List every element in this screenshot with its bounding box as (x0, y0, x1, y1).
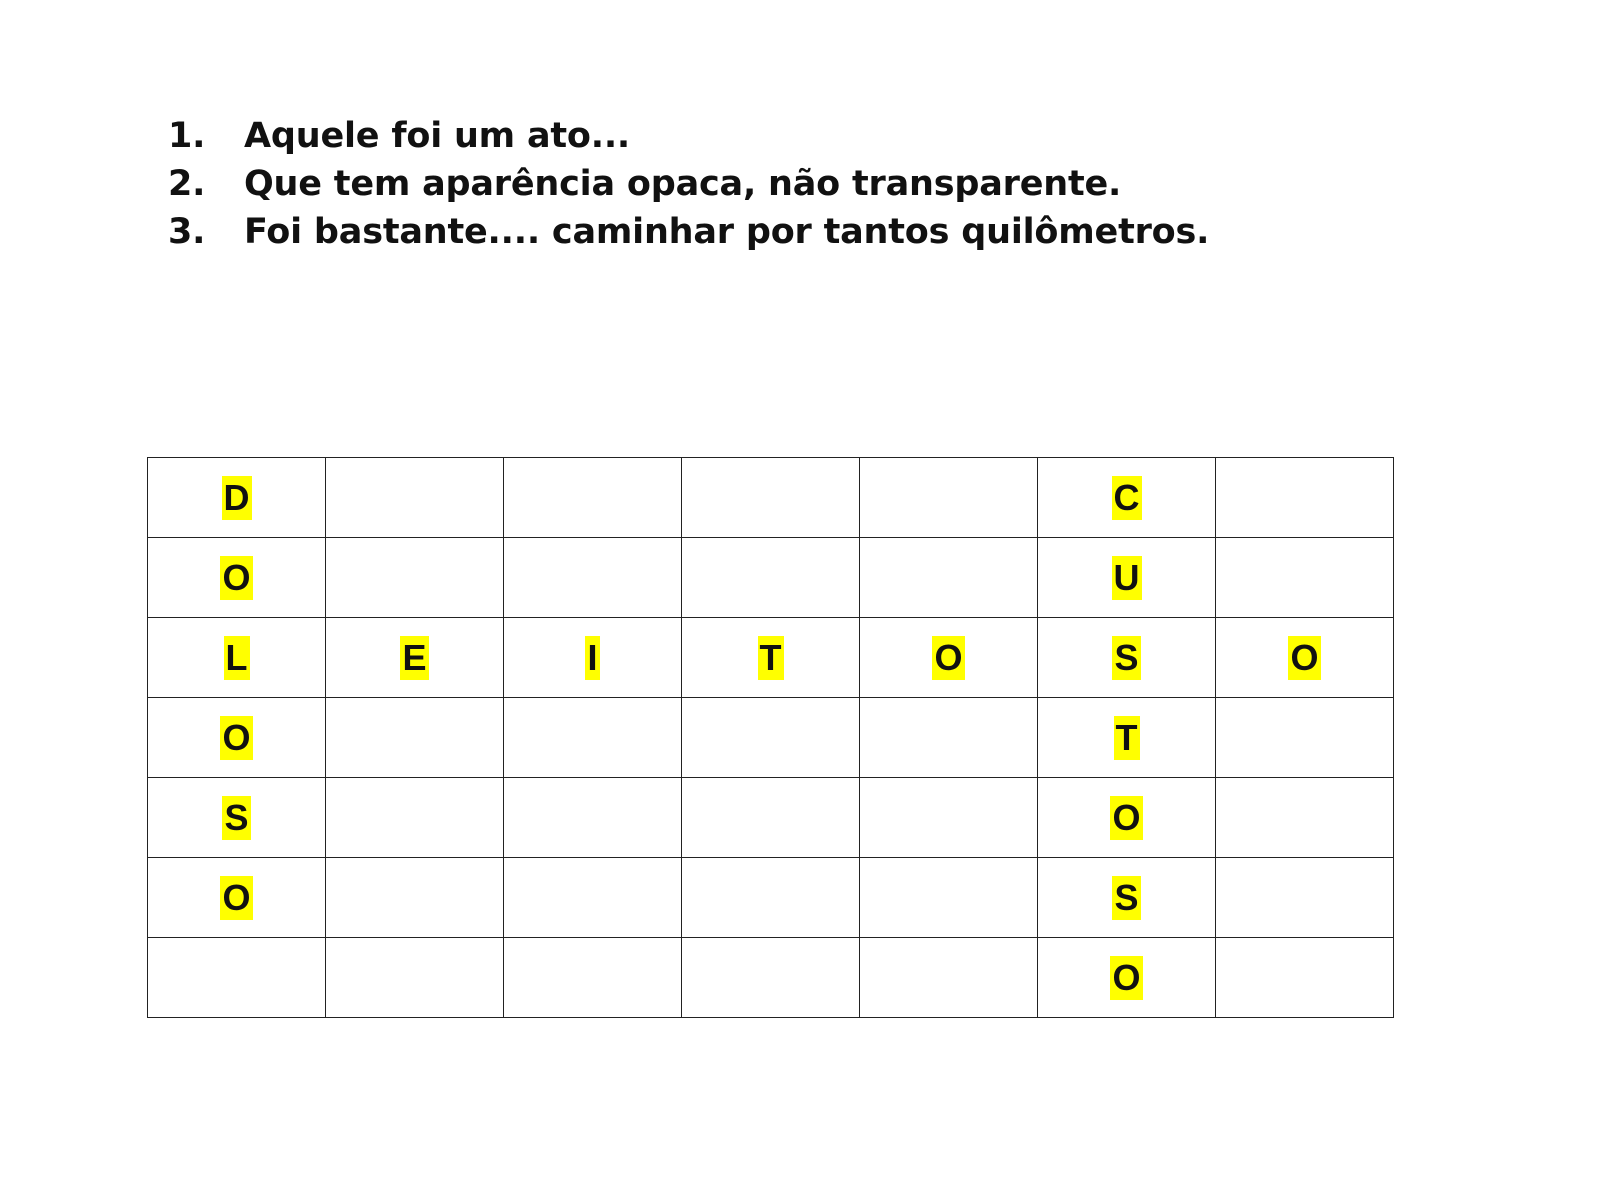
clue-text: Aquele foi um ato... (244, 116, 631, 156)
grid-cell (682, 698, 860, 778)
grid-cell (1038, 538, 1216, 618)
grid-cell (1216, 458, 1394, 538)
grid-cell (504, 618, 682, 698)
grid-cell (682, 938, 860, 1018)
clue-number: 3. (168, 212, 206, 252)
clue-item (168, 160, 1209, 208)
clue-text: Foi bastante.... caminhar por tantos quilômetros. (244, 212, 1210, 252)
grid-cell (326, 698, 504, 778)
grid-cell (860, 938, 1038, 1018)
grid-row (148, 698, 1394, 778)
grid-row (148, 618, 1394, 698)
grid-cell (504, 538, 682, 618)
grid-letter: T (759, 636, 782, 678)
grid-cell (326, 458, 504, 538)
grid-letter: I (587, 636, 598, 678)
grid-letter: O (934, 636, 963, 678)
grid-letter: S (1114, 876, 1139, 918)
grid-row (148, 858, 1394, 938)
grid-cell (860, 698, 1038, 778)
grid-cell (504, 698, 682, 778)
grid-cell (1216, 538, 1394, 618)
grid-row (148, 938, 1394, 1018)
grid-cell (504, 458, 682, 538)
grid-letter: O (1112, 956, 1141, 998)
grid-row (148, 458, 1394, 538)
grid-cell (148, 778, 326, 858)
grid-letter: U (1113, 556, 1140, 598)
grid-cell (1038, 938, 1216, 1018)
grid-cell (860, 858, 1038, 938)
grid-cell (860, 458, 1038, 538)
grid-letter: O (222, 556, 251, 598)
grid-cell (326, 858, 504, 938)
grid-cell (148, 698, 326, 778)
grid-row (148, 538, 1394, 618)
grid-cell (1216, 938, 1394, 1018)
grid-letter: O (222, 716, 251, 758)
grid-cell (148, 458, 326, 538)
grid-letter: E (402, 636, 427, 678)
grid-cell (682, 858, 860, 938)
grid-cell (326, 778, 504, 858)
grid-cell (1038, 698, 1216, 778)
crossword-grid (147, 457, 1394, 1018)
grid-letter: L (225, 636, 248, 678)
clue-text: Que tem aparência opaca, não transparente. (244, 164, 1122, 204)
grid-cell (148, 858, 326, 938)
clue-item (168, 208, 1209, 256)
grid-cell (1038, 618, 1216, 698)
grid-letter: O (1290, 636, 1319, 678)
grid-cell (326, 938, 504, 1018)
clue-number: 2. (168, 164, 206, 204)
grid-cell (860, 778, 1038, 858)
grid-cell (860, 538, 1038, 618)
grid-letter: C (1113, 476, 1140, 518)
grid-cell (326, 618, 504, 698)
grid-cell (682, 538, 860, 618)
grid-cell (504, 858, 682, 938)
clue-list (168, 112, 1209, 256)
grid-letter: T (1115, 716, 1138, 758)
grid-letter: O (222, 876, 251, 918)
grid-letter: O (1112, 796, 1141, 838)
grid-cell (504, 938, 682, 1018)
grid-row (148, 778, 1394, 858)
grid-cell (682, 458, 860, 538)
grid-cell (1038, 458, 1216, 538)
grid-letter: S (1114, 636, 1139, 678)
grid-cell (1216, 858, 1394, 938)
grid-cell (504, 778, 682, 858)
clue-number: 1. (168, 116, 206, 156)
grid-cell (682, 618, 860, 698)
grid-cell (148, 938, 326, 1018)
grid-cell (1216, 618, 1394, 698)
grid-cell (1038, 858, 1216, 938)
grid-cell (148, 538, 326, 618)
clue-item (168, 112, 1209, 160)
grid-cell (1216, 698, 1394, 778)
grid-cell (682, 778, 860, 858)
grid-letter: D (223, 476, 250, 518)
grid-cell (860, 618, 1038, 698)
grid-letter: S (224, 796, 249, 838)
grid-cell (148, 618, 326, 698)
grid-cell (326, 538, 504, 618)
grid-cell (1038, 778, 1216, 858)
grid-cell (1216, 778, 1394, 858)
